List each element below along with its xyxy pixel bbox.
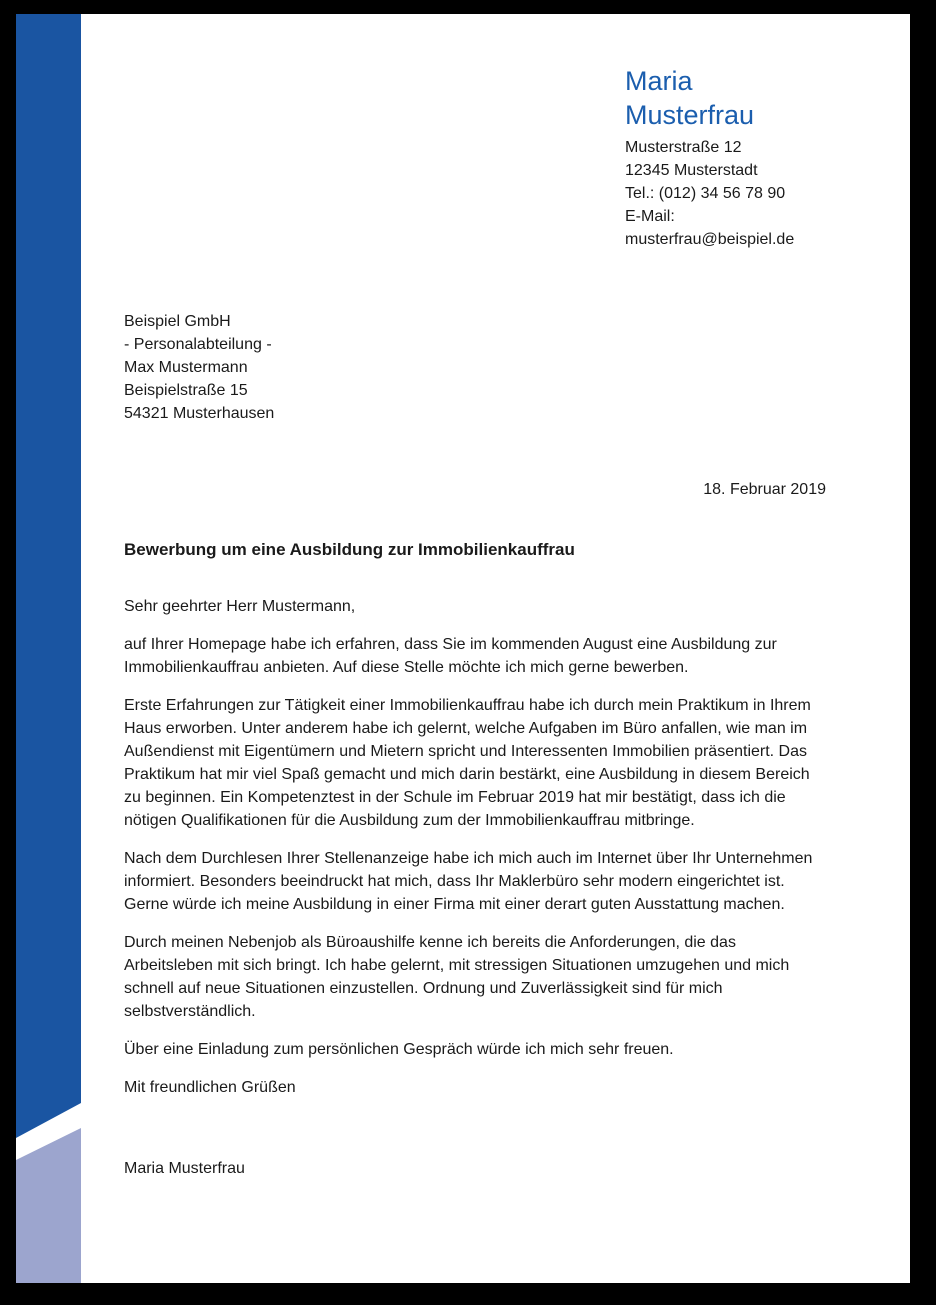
sender-city: 12345 Musterstadt (625, 162, 758, 179)
sender-name: Maria Musterfrau (625, 66, 755, 130)
body-paragraph-4: Durch meinen Nebenjob als Büroaushilfe kenne ich bereits die Anforderungen, die das Arbeitsleben mit sich bringt. Ich habe gelernt, mit stressigen Situationen umzugehen und mich schnell auf neue Situationen einzustellen. Ordnung und Zuverlässigkeit sind für mich selbstverständlich. (124, 934, 790, 1020)
letter-page (16, 14, 910, 1283)
recipient-city: 54321 Musterhausen (124, 405, 275, 422)
decorative-sidebar (16, 14, 81, 1283)
signature-name: Maria Musterfrau (124, 1160, 245, 1177)
body-paragraph-2: Erste Erfahrungen zur Tätigkeit einer Immobilienkauffrau habe ich durch mein Praktikum in Ihrem Haus erworben. Unter anderem habe ich gelernt, welche Aufgaben im Büro anfallen, wie man im Außendienst mit Eigentümern und Mietern spricht und Interessenten Immobilien präsentiert. Das Praktikum hat mir viel Spaß gemacht und mich darin bestärkt, eine Ausbildung in diesem Bereich zu beginnen. Ein Kompetenztest in der Schule im Februar 2019 hat mir bestätigt, dass ich die nötigen Qualifikationen für die Ausbildung zum der Immobilienkauffrau mitbringe. (124, 697, 811, 829)
subject-line: Bewerbung um eine Ausbildung zur Immobilienkauffrau (124, 540, 575, 559)
body-paragraph-3: Nach dem Durchlesen Ihrer Stellenanzeige habe ich mich auch im Internet über Ihr Unternehmen informiert. Besonders beeindruckt hat mich, dass Ihr Maklerbüro sehr modern eingerichtet ist. Gerne würde ich meine Ausbildung in einer Firma mit einer derart guten Ausstattung machen. (124, 850, 813, 913)
recipient-contact: Max Mustermann (124, 359, 248, 376)
sender-block (625, 64, 826, 251)
sender-email: E-Mail: musterfrau@beispiel.de (625, 208, 795, 248)
recipient-department: - Personalabteilung - (124, 336, 272, 353)
sender-street: Musterstraße 12 (625, 139, 742, 156)
body-paragraph-1: auf Ihrer Homepage habe ich erfahren, dass Sie im kommenden August eine Ausbildung zur Immobilienkauffrau anbieten. Auf diese Stelle möchte ich mich gerne bewerben. (124, 636, 777, 676)
recipient-block (124, 310, 826, 425)
letter-date: 18. Februar 2019 (703, 481, 826, 498)
recipient-street: Beispielstraße 15 (124, 382, 248, 399)
sender-phone: Tel.: (012) 34 56 78 90 (625, 185, 786, 202)
salutation: Sehr geehrter Herr Mustermann, (124, 598, 356, 615)
recipient-company: Beispiel GmbH (124, 313, 231, 330)
body-paragraph-5: Über eine Einladung zum persönlichen Gespräch würde ich mich sehr freuen. (124, 1041, 674, 1058)
sidebar-dark-band (16, 14, 81, 1283)
closing-formula: Mit freundlichen Grüßen (124, 1079, 296, 1096)
letter-content (124, 14, 826, 1196)
